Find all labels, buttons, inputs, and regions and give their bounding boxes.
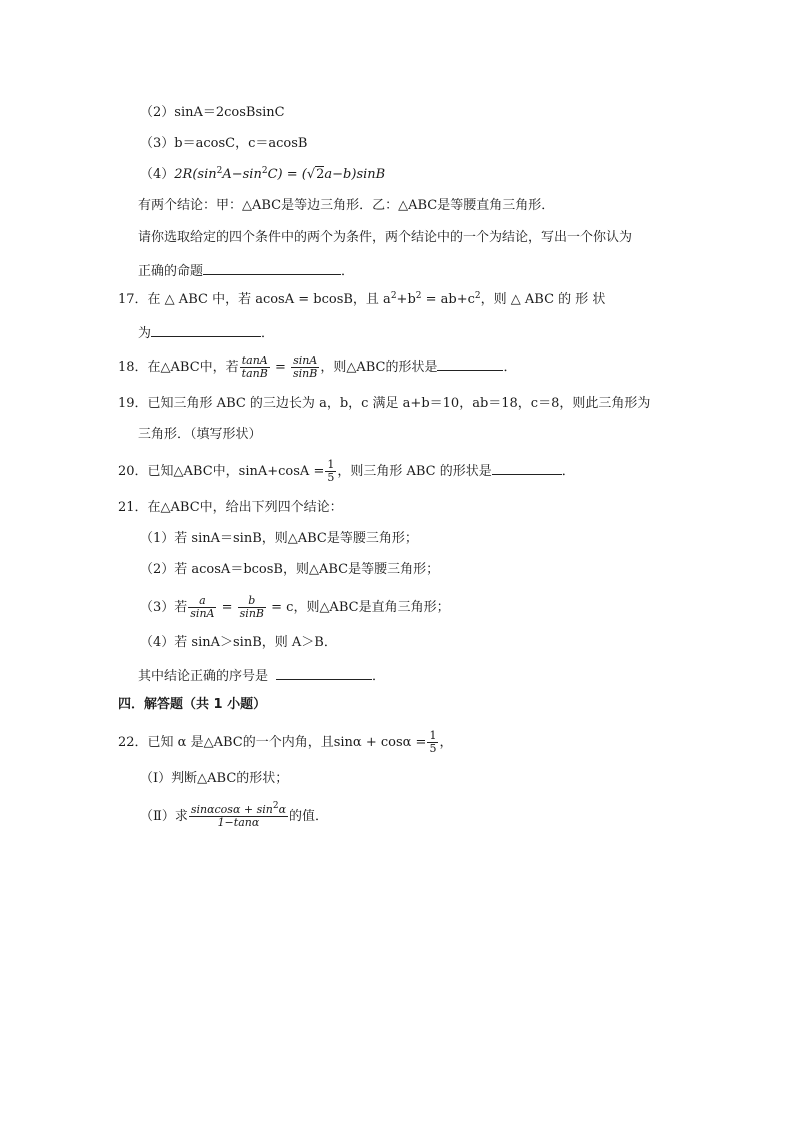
q21-statement-4: （4）若 sinA＞sinB，则 A＞B． xyxy=(140,635,337,650)
conclusions-text: 有两个结论：甲：△ABC是等边三角形．乙：△ABC是等腰直角三角形． xyxy=(138,198,555,213)
q21-answer-line: 其中结论正确的序号是 ． xyxy=(138,665,385,686)
q21-statement-1: （1）若 sinA＝sinB，则△ABC是等腰三角形； xyxy=(140,531,418,546)
q21-title: 21．在△ABC中，给出下列四个结论： xyxy=(118,500,343,515)
q22-part-2: （Ⅱ）求 $\frac{\sin\alpha\cos\alpha + \sin^2\alpha}{1-\tan\alpha}$ 的值． xyxy=(140,801,329,829)
instruction-text: 请你选取给定的四个条件中的两个为条件，两个结论中的一个为结论，写出一个你认为 xyxy=(138,230,633,245)
q21-statement-3: （3）若 $\frac{a}{\sin A}$ = $\frac{b}{\sin B}$ = c，则△ABC是直角三角形； xyxy=(140,594,450,620)
q18-fraction-1: $\frac{\tan A}{\tan B}$ xyxy=(241,354,268,380)
q19-line2: 三角形．（填写形状） xyxy=(138,427,262,442)
q18-fraction-2: $\frac{\sin A}{\sin B}$ xyxy=(293,354,318,380)
q20-line: 20．已知△ABC中，sinA+cosA = $\frac{1}{5}$ ，则三角形 ABC 的形状是 ． xyxy=(118,458,575,484)
condition-2: （2）sinA＝2cosBsinC xyxy=(140,105,285,120)
q21-fraction-2: $\frac{b}{\sin B}$ xyxy=(239,594,264,620)
q17-line1: 17．在 △ ABC 中，若 acosA = bcosB，且 $a^2+b^2 = ab+c^2$，则 △ ABC 的 形 状 xyxy=(118,291,606,307)
q22-part2-fraction: $\frac{\sin\alpha\cos\alpha + \sin^2\alpha}{1-\tan\alpha}$ xyxy=(190,801,287,829)
q18-answer-blank[interactable] xyxy=(437,356,503,371)
q18-line: 18．在△ABC中，若 $\frac{\tan A}{\tan B}$ = $\frac{\sin A}{\sin B}$ ，则△ABC的形状是 ． xyxy=(118,354,517,380)
q16-answer-blank[interactable] xyxy=(203,260,341,275)
q22-fraction: $\frac{1}{5}$ xyxy=(429,729,437,755)
condition-3: （3）b＝acosC，c＝acosB xyxy=(140,136,308,151)
section-4-title: 四．解答题（共 1 小题） xyxy=(118,697,267,712)
q22-line: 22．已知 α 是△ABC的一个内角，且sinα + cosα = $\frac{1}{5}$ ， xyxy=(118,729,453,755)
q20-answer-blank[interactable] xyxy=(492,460,562,475)
q21-statement-2: （2）若 acosA＝bcosB，则△ABC是等腰三角形； xyxy=(140,562,440,577)
q19-line1: 19．已知三角形 ABC 的三边长为 a，b，c 满足 a+b＝10，ab＝18，c＝8，则此三角形为 xyxy=(118,396,651,411)
q21-answer-blank[interactable] xyxy=(276,665,372,680)
q21-fraction-1: $\frac{a}{\sin A}$ xyxy=(190,594,215,620)
q20-fraction: $\frac{1}{5}$ xyxy=(327,458,335,484)
q16-answer-line: 正确的命题 ． xyxy=(138,260,354,281)
condition-4: $(4)2R(\sin^2A-\sin^2C) = (√2a-b)\sin B$ xyxy=(140,166,386,182)
q22-part-1: （Ⅰ）判断△ABC的形状； xyxy=(140,771,289,786)
q17-line2: 为 ． xyxy=(138,322,274,343)
q17-answer-blank[interactable] xyxy=(151,322,261,337)
